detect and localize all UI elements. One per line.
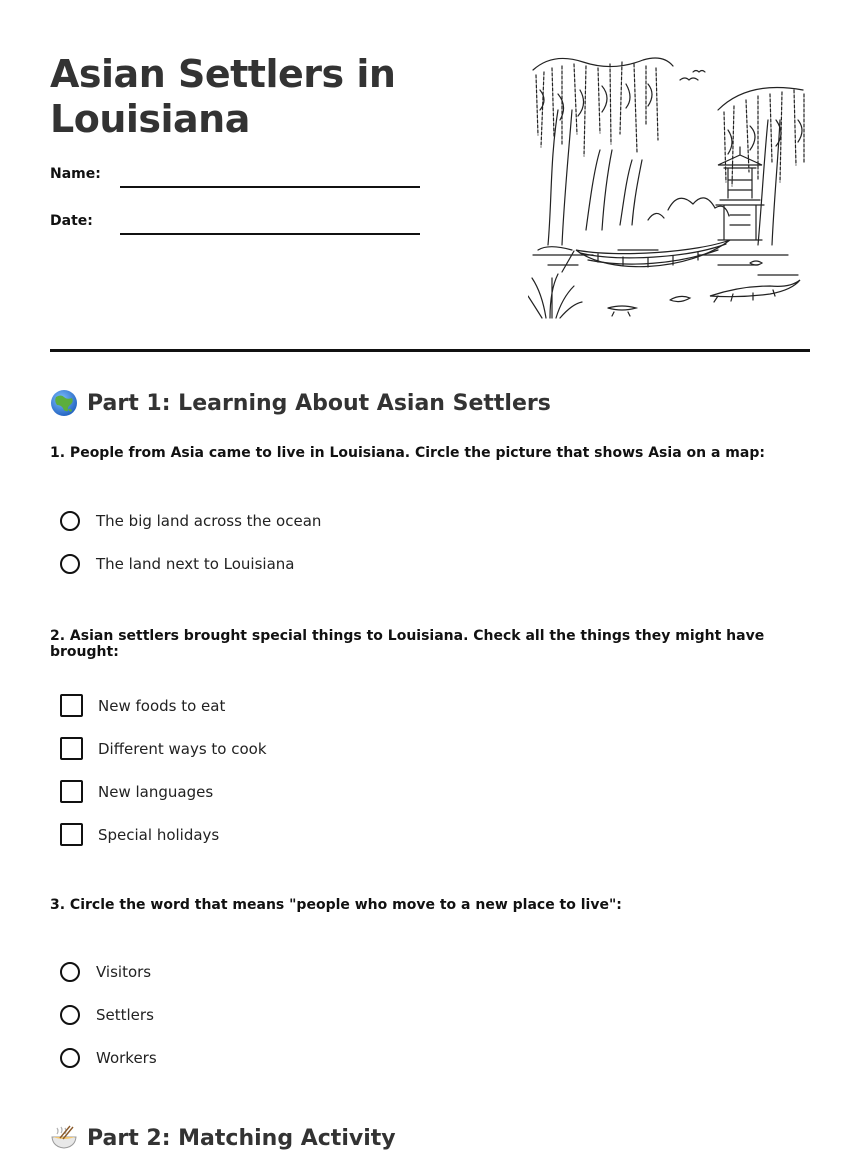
option-label: Settlers <box>96 1006 154 1024</box>
q3-option[interactable] <box>60 1005 154 1025</box>
q1-option[interactable] <box>60 511 321 531</box>
header-divider <box>50 349 810 352</box>
q2-option[interactable] <box>60 823 219 846</box>
radio-circle[interactable] <box>60 1005 80 1025</box>
name-field[interactable] <box>120 186 420 188</box>
date-label: Date: <box>50 213 93 229</box>
checkbox[interactable] <box>60 780 83 803</box>
option-label: New languages <box>98 782 214 801</box>
option-label: The land next to Louisiana <box>96 555 295 573</box>
q3-option[interactable] <box>60 1048 157 1068</box>
part1-title <box>50 389 551 417</box>
globe-icon <box>50 389 78 417</box>
name-label: Name: <box>50 166 101 182</box>
date-field[interactable] <box>120 233 420 235</box>
bayou-illustration <box>528 50 808 322</box>
q2-option[interactable] <box>60 694 225 717</box>
noodle-bowl-icon <box>50 1124 78 1152</box>
part2-title-text: Part 2: Matching Activity <box>87 1125 396 1151</box>
radio-circle[interactable] <box>60 511 80 531</box>
q3-option[interactable] <box>60 962 151 982</box>
option-label: The big land across the ocean <box>96 512 322 530</box>
option-label: Workers <box>96 1049 157 1067</box>
part1-title-text: Part 1: Learning About Asian Settlers <box>87 390 551 416</box>
option-label: Special holidays <box>98 825 220 844</box>
radio-circle[interactable] <box>60 962 80 982</box>
option-label: Visitors <box>96 963 152 981</box>
radio-circle[interactable] <box>60 554 80 574</box>
option-label: Different ways to cook <box>98 739 267 758</box>
checkbox[interactable] <box>60 737 83 760</box>
q1-option[interactable] <box>60 554 294 574</box>
question-2-prompt: 2. Asian settlers brought special things to Louisiana. Check all the things they might have brought: <box>50 628 765 660</box>
option-label: New foods to eat <box>98 696 226 715</box>
question-3-prompt: 3. Circle the word that means "people who move to a new place to live": <box>50 897 622 913</box>
q2-option[interactable] <box>60 780 213 803</box>
worksheet-title: Asian Settlers in Louisiana <box>50 52 396 141</box>
part2-title <box>50 1124 396 1152</box>
checkbox[interactable] <box>60 823 83 846</box>
checkbox[interactable] <box>60 694 83 717</box>
radio-circle[interactable] <box>60 1048 80 1068</box>
question-1-prompt: 1. People from Asia came to live in Louisiana. Circle the picture that shows Asia on a map: <box>50 445 765 461</box>
q2-option[interactable] <box>60 737 267 760</box>
